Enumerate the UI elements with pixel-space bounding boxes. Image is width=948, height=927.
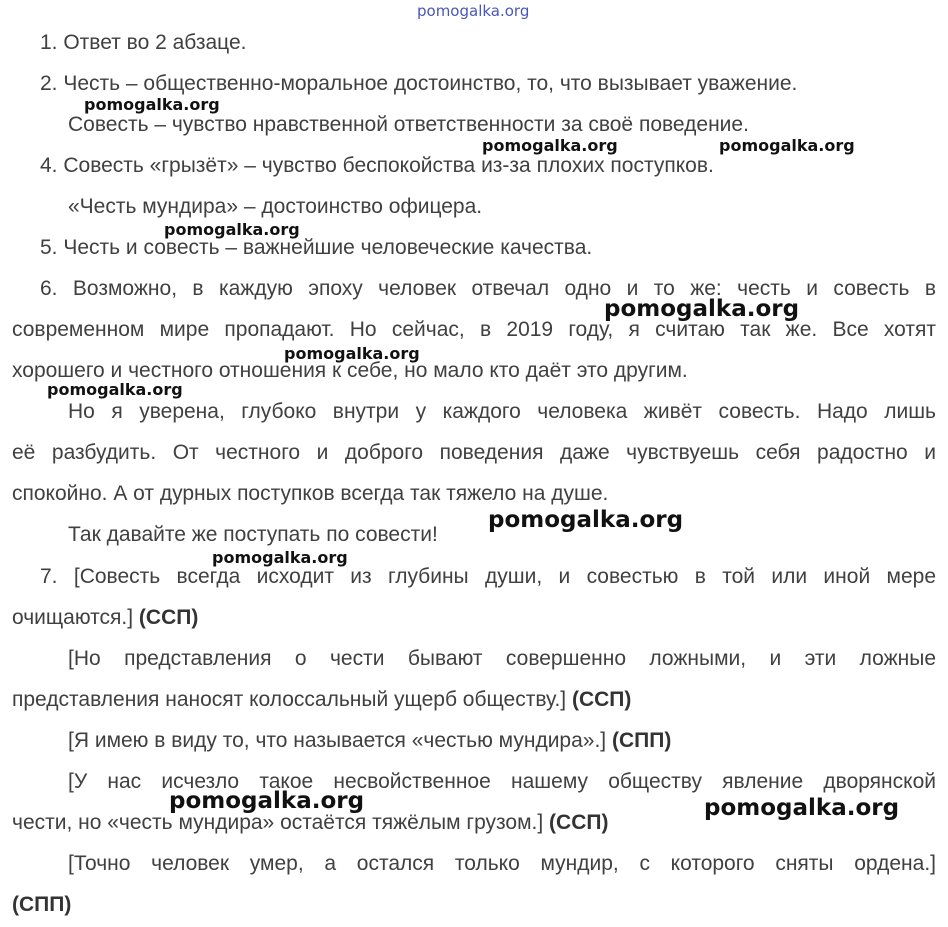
answer-6-line-3: хорошего и честного отношения к себе, но мало кто даёт это другим.	[12, 359, 688, 382]
answer-7-line-3: [Но представления о чести бывают совершенно ложными, и эти ложные	[68, 647, 936, 670]
answer-7-line-2	[12, 605, 198, 631]
answer-6-line-2: современном мире пропадают. Но сейчас, в 2019 году, я считаю так же. Все хотят	[12, 318, 936, 341]
watermark: pomogalka.org	[84, 95, 220, 114]
sentence-text: очищаются.]	[12, 606, 134, 629]
answer-6-line-7: Так давайте же поступать по совести!	[68, 523, 438, 546]
sentence-type-label: (СПП)	[12, 893, 72, 916]
watermark: pomogalka.org	[704, 795, 900, 821]
sentence-text: чести, но «честь мундира» остаётся тяжёлым грузом.]	[12, 811, 544, 834]
watermark: pomogalka.org	[719, 136, 855, 155]
answer-2-cont: Совесть – чувство нравственной ответственности за своё поведение.	[68, 113, 749, 136]
answer-6-line-6: спокойно. А от дурных поступков всегда так тяжело на душе.	[12, 482, 609, 505]
answer-6-line-1: 6. Возможно, в каждую эпоху человек отвечал одно и то же: честь и совесть в	[40, 277, 936, 300]
sentence-type-label: (ССП)	[138, 606, 199, 629]
watermark: pomogalka.org	[169, 788, 365, 814]
answer-7-line-5	[68, 728, 671, 754]
answer-6-line-5: её разбудить. От честного и доброго поведения даже чувствуешь себя радостно и	[12, 441, 936, 464]
watermark: pomogalka.org	[164, 220, 300, 239]
watermark: pomogalka.org	[488, 507, 684, 533]
answer-7-line-1: 7. [Совесть всегда исходит из глубины души, и совестью в той или иной мере	[40, 565, 936, 588]
answer-7-line-8: [Точно человек умер, а остался только мундир, с которого сняты ордена.]	[68, 852, 936, 875]
answer-7-line-6: [У нас исчезло такое несвойственное нашему обществу явление дворянской	[68, 770, 936, 793]
watermark: pomogalka.org	[284, 344, 420, 363]
answer-4: 4. Совесть «грызёт» – чувство беспокойства из-за плохих поступков.	[40, 154, 714, 177]
answer-5: 5. Честь и совесть – важнейшие человеческие качества.	[40, 236, 593, 259]
sentence-text: [Я имею в виду то, что называется «честью мундира».]	[68, 729, 607, 752]
sentence-text: представления наносят колоссальный ущерб обществу.]	[12, 688, 567, 711]
header-watermark: pomogalka.org	[417, 2, 530, 20]
watermark: pomogalka.org	[604, 296, 800, 322]
answer-4-cont: «Честь мундира» – достоинство офицера.	[68, 195, 483, 218]
watermark: pomogalka.org	[47, 380, 183, 399]
answer-6-line-4: Но я уверена, глубоко внутри у каждого человека живёт совесть. Надо лишь	[68, 400, 936, 423]
answer-2: 2. Честь – общественно-моральное достоинство, то, что вызывает уважение.	[40, 72, 798, 95]
watermark: pomogalka.org	[212, 548, 348, 567]
sentence-type-label: (ССП)	[571, 688, 632, 711]
sentence-type-label: (СПП)	[611, 729, 672, 752]
watermark: pomogalka.org	[482, 136, 618, 155]
sentence-type-label: (ССП)	[549, 811, 609, 834]
answer-1: 1. Ответ во 2 абзаце.	[40, 31, 247, 54]
answer-7-line-4	[12, 687, 631, 713]
